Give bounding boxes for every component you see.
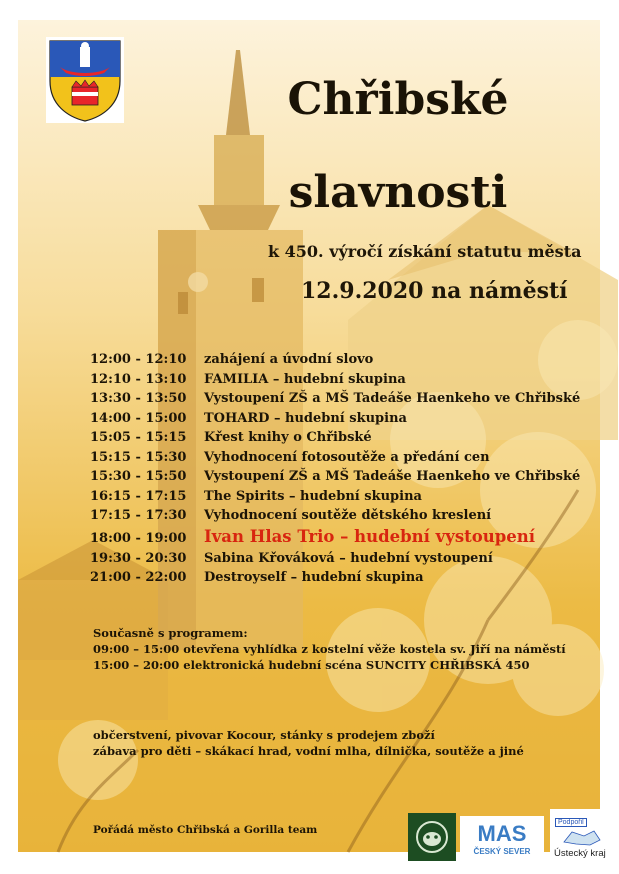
program-event: TOHARD – hudební skupina <box>204 410 407 426</box>
poster <box>18 20 606 859</box>
program-event: zahájení a úvodní slovo <box>204 352 374 367</box>
extras-info <box>93 727 524 759</box>
program-time: 18:00 - 19:00 <box>90 530 187 546</box>
program-event: Vystoupení ZŠ a MŠ Tadeáše Haenkeho ve Chřibské <box>204 391 581 406</box>
concurrent-heading: Současně s programem: <box>93 626 248 640</box>
kraj-logo-text: Ústecký kraj <box>554 848 606 859</box>
program-event: The Spirits – hudební skupina <box>204 488 422 504</box>
gorilla-team-logo-icon <box>408 813 456 861</box>
program-event: FAMILIA – hudební skupina <box>204 371 406 387</box>
concurrent-line: 15:00 – 20:00 elektronická hudební scéna SUNCITY CHŘIBSKÁ 450 <box>93 658 530 672</box>
extras-line: občerstvení, pivovar Kocour, stánky s prodejem zboží <box>93 728 435 742</box>
organizer-text: Pořádá město Chřibská a Gorilla team <box>93 824 318 836</box>
program-time: 17:15 - 17:30 <box>90 508 187 523</box>
event-date: 12.9.2020 na náměstí <box>301 278 568 304</box>
program-event: Křest knihy o Chřibské <box>204 430 372 445</box>
program-event: Vyhodnocení soutěže dětského kreslení <box>204 508 492 523</box>
kraj-logo-top: Podpořil <box>555 818 587 827</box>
subtitle: k 450. výročí získání statutu města <box>268 242 582 261</box>
extras-line: zábava pro děti – skákací hrad, vodní mlha, dílnička, soutěže a jiné <box>93 744 524 758</box>
program-time: 12:00 - 12:10 <box>90 352 187 367</box>
program-time: 15:15 - 15:30 <box>90 449 187 465</box>
program-event: Destroyself – hudební skupina <box>204 570 424 585</box>
title-line-2: slavnosti <box>288 167 508 218</box>
title-line-1: Chřibské <box>287 74 509 125</box>
program-time: 15:05 - 15:15 <box>90 430 187 445</box>
concurrent-program <box>93 625 566 673</box>
program-time: 15:30 - 15:50 <box>90 469 187 484</box>
program-time: 21:00 - 22:00 <box>90 570 187 585</box>
program-time: 12:10 - 13:10 <box>90 371 187 387</box>
program-event: Vystoupení ZŠ a MŠ Tadeáše Haenkeho ve Chřibské <box>204 469 581 484</box>
program-time: 13:30 - 13:50 <box>90 391 187 406</box>
program-event: Sabina Křováková – hudební vystoupení <box>204 550 493 566</box>
program-time: 14:00 - 15:00 <box>90 410 187 426</box>
mas-logo-subtext: ČESKÝ SEVER <box>473 847 531 856</box>
ustecky-kraj-logo <box>550 809 610 867</box>
kraj-map-icon <box>550 828 610 848</box>
program-time: 19:30 - 20:30 <box>90 550 187 566</box>
coat-of-arms-icon <box>46 37 124 123</box>
mas-logo-text: MAS <box>477 821 527 846</box>
program-event: Vyhodnocení fotosoutěže a předání cen <box>204 449 490 465</box>
program-event-highlight: Ivan Hlas Trio – hudební vystoupení <box>204 526 536 546</box>
program-time: 16:15 - 17:15 <box>90 488 187 504</box>
mas-cesky-sever-logo <box>460 816 544 862</box>
concurrent-line: 09:00 – 15:00 otevřena vyhlídka z kostelní věže kostela sv. Jiří na náměstí <box>93 642 566 656</box>
